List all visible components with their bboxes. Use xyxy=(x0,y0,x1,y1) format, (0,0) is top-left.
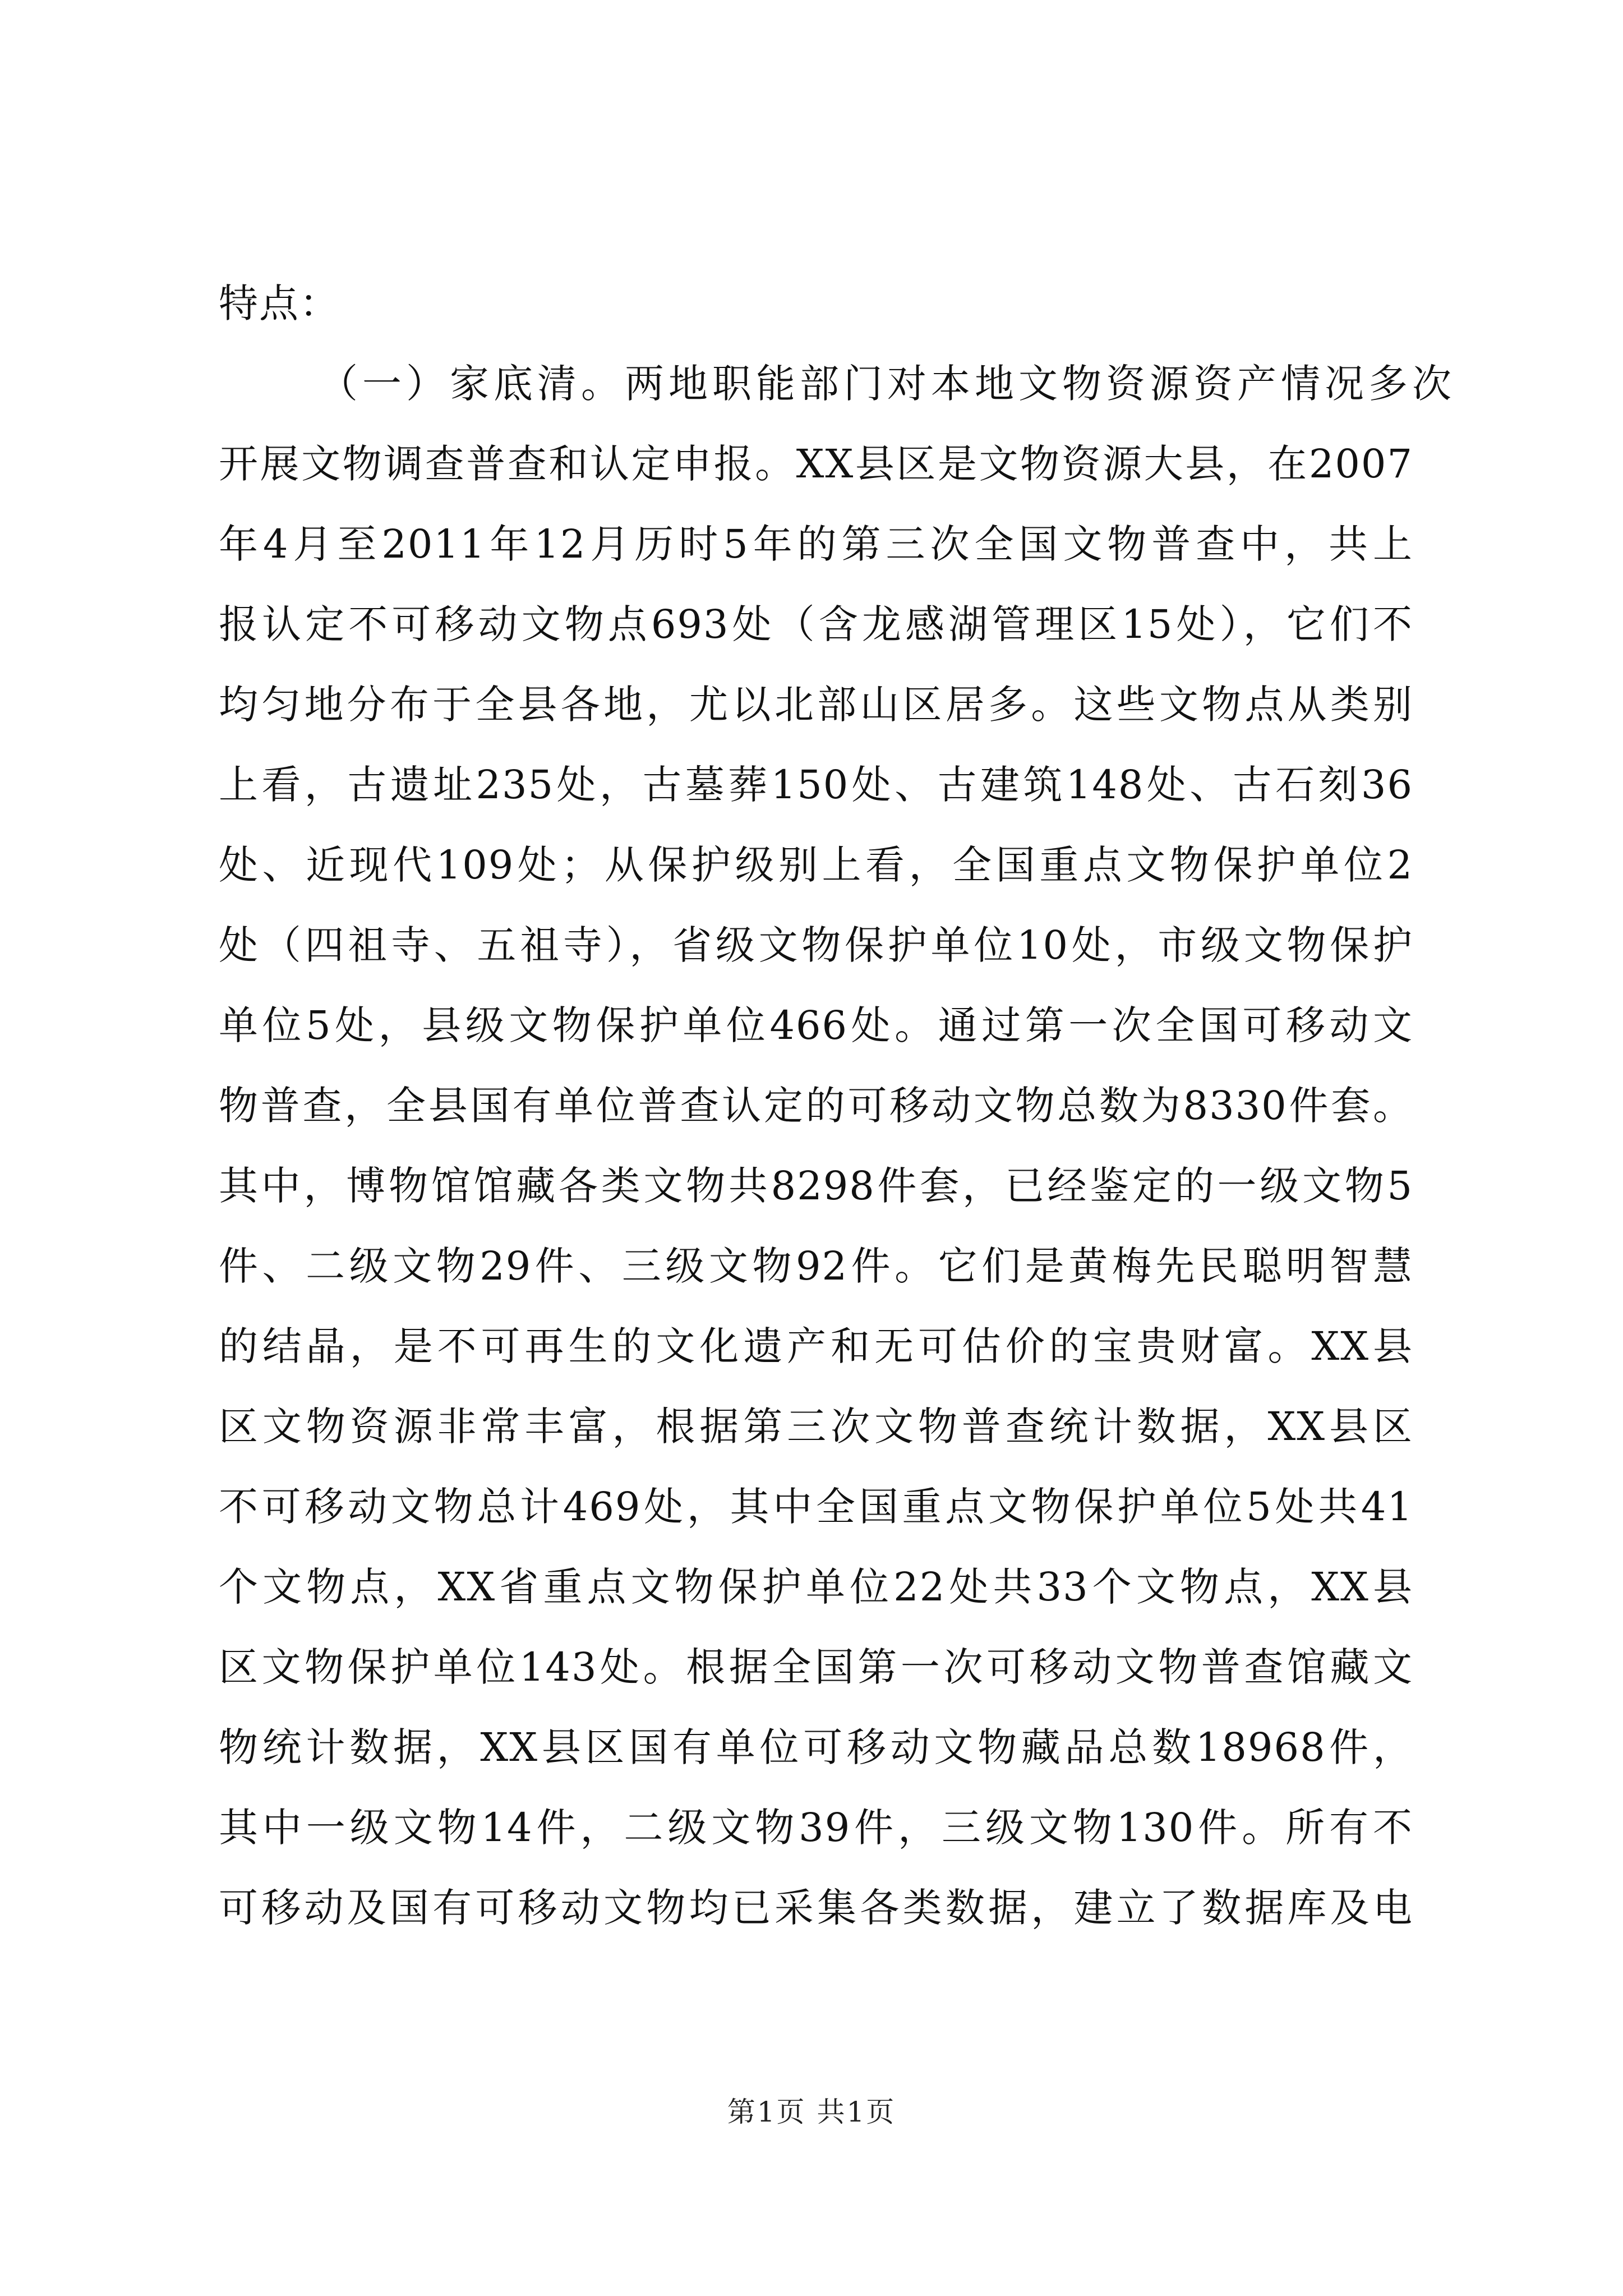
text-line: 不可移动文物总计469处，其中全国重点文物保护单位5处共41 xyxy=(219,1484,1413,1530)
text-line: 物普查，全县国有单位普查认定的可移动文物总数为8330件套。 xyxy=(219,1083,1413,1129)
text-line: 其中一级文物14件，二级文物39件，三级文物130件。所有不 xyxy=(219,1805,1413,1851)
body-text xyxy=(219,264,1456,1948)
page-footer: 第1页 共1页 xyxy=(727,2096,896,2128)
text-line: 区文物资源非常丰富，根据第三次文物普查统计数据，XX县区 xyxy=(219,1404,1413,1450)
text-line: 报认定不可移动文物点693处（含龙感湖管理区15处），它们不 xyxy=(219,601,1413,647)
text-line: 物统计数据，XX县区国有单位可移动文物藏品总数18968件， xyxy=(219,1724,1413,1770)
text-line: 开展文物调查普查和认定申报。XX县区是文物资源大县，在2007 xyxy=(219,441,1413,487)
text-line: 单位5处，县级文物保护单位466处。通过第一次全国可移动文 xyxy=(219,1002,1413,1048)
text-line: 其中，博物馆馆藏各类文物共8298件套，已经鉴定的一级文物5 xyxy=(219,1163,1413,1209)
text-line: 均匀地分布于全县各地，尤以北部山区居多。这些文物点从类别 xyxy=(219,682,1413,728)
text-line: 区文物保护单位143处。根据全国第一次可移动文物普查馆藏文 xyxy=(219,1644,1413,1690)
text-line: 处、近现代109处；从保护级别上看，全国重点文物保护单位2 xyxy=(219,842,1413,888)
text-line: 处（四祖寺、五祖寺），省级文物保护单位10处，市级文物保护 xyxy=(219,922,1413,968)
text-line: 的结晶，是不可再生的文化遗产和无可估价的宝贵财富。XX县 xyxy=(219,1323,1413,1369)
text-line: 上看，古遗址235处，古墓葬150处、古建筑148处、古石刻36 xyxy=(219,762,1413,808)
text-line: 特点： xyxy=(219,280,340,326)
text-line: 可移动及国有可移动文物均已采集各类数据，建立了数据库及电 xyxy=(219,1885,1413,1931)
text-line: 个文物点，XX省重点文物保护单位22处共33个文物点，XX县 xyxy=(219,1564,1413,1610)
text-line: 件、二级文物29件、三级文物92件。它们是黄梅先民聪明智慧 xyxy=(219,1243,1413,1289)
text-line: 年4月至2011年12月历时5年的第三次全国文物普查中，共上 xyxy=(219,521,1413,567)
text-line: （一）家底清。两地职能部门对本地文物资源资产情况多次 xyxy=(319,361,1456,407)
